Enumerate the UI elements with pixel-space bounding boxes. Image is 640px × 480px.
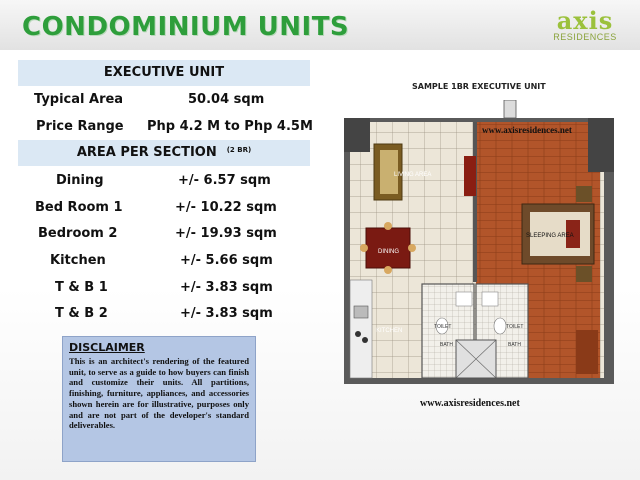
- price-range-label: Price Range: [36, 119, 124, 134]
- section-value-tb-1: +/- 3.83 sqm: [180, 280, 273, 295]
- section-value-tb-2: +/- 3.83 sqm: [180, 306, 273, 321]
- column-right: [588, 118, 614, 172]
- chair-icon: [384, 266, 392, 274]
- area-per-section-heading: [18, 140, 310, 166]
- label-sleeping-area: SLEEPING AREA: [526, 233, 574, 239]
- section-value-bedroom-1: +/- 10.22 sqm: [175, 200, 277, 215]
- balcony-door: [504, 100, 516, 118]
- lavatory-icon: [456, 292, 472, 306]
- price-range-value: Php 4.2 M to Php 4.5M: [147, 119, 313, 134]
- dining-table-icon: [366, 228, 410, 268]
- label-toilet-1: TOILET: [434, 324, 452, 330]
- nightstand-icon: [576, 266, 592, 282]
- section-value-dining: +/- 6.57 sqm: [178, 173, 271, 188]
- logo-mark: axis: [556, 6, 614, 35]
- floor-plan: [344, 100, 614, 384]
- kitchen-counter: [350, 280, 372, 378]
- axis-residences-logo: [553, 6, 617, 42]
- section-value-kitchen: +/- 5.66 sqm: [180, 253, 273, 268]
- section-label-tb-2: T & B 2: [55, 306, 108, 321]
- section-label-tb-1: T & B 1: [55, 280, 108, 295]
- chair-icon: [360, 244, 368, 252]
- tv-cabinet-icon: [464, 156, 476, 196]
- toilet-icon: [494, 318, 506, 334]
- typical-area-label: Typical Area: [34, 92, 124, 107]
- executive-unit-heading: EXECUTIVE UNIT: [18, 60, 310, 86]
- sink-icon: [354, 306, 368, 318]
- label-bath-1: BATH: [440, 342, 453, 348]
- disclaimer-box: [62, 336, 256, 462]
- chair-icon: [408, 244, 416, 252]
- label-living-area: LIVING AREA: [394, 172, 432, 178]
- logo-subtitle: RESIDENCES: [553, 32, 617, 42]
- page-title: CONDOMINIUM UNITS: [22, 12, 350, 42]
- floor-plan-caption: SAMPLE 1BR EXECUTIVE UNIT: [412, 82, 546, 91]
- plan-watermark-url: www.axisresidences.net: [482, 125, 572, 135]
- lavatory-icon: [482, 292, 498, 306]
- area-per-section-note: (2 BR): [226, 146, 252, 154]
- label-toilet-2: TOILET: [506, 324, 524, 330]
- typical-area-value: 50.04 sqm: [188, 92, 265, 107]
- section-label-dining: Dining: [56, 173, 104, 188]
- label-dining: DINING: [378, 249, 399, 255]
- column-left: [344, 118, 370, 152]
- section-label-bedroom-1: Bed Room 1: [35, 200, 123, 215]
- section-value-bedroom-2: +/- 19.93 sqm: [175, 226, 277, 241]
- chair-icon: [384, 222, 392, 230]
- area-per-section-title: AREA PER SECTION: [76, 145, 217, 160]
- section-label-kitchen: Kitchen: [50, 253, 106, 268]
- wardrobe-icon: [576, 330, 598, 374]
- nightstand-icon: [576, 186, 592, 202]
- stove-burner-icon: [362, 337, 368, 343]
- website-url: www.axisresidences.net: [420, 398, 520, 409]
- label-bath-2: BATH: [508, 342, 521, 348]
- disclaimer-text: This is an architect's rendering of the featured unit, to serve as a guide to how buyers can finish and customize their units. All partitions, finishing, furniture, appliances, and accessories shown herein are for illustrative, purposes only and are not part of the developer's standard deliverables.: [69, 356, 249, 431]
- stove-burner-icon: [355, 331, 361, 337]
- section-label-bedroom-2: Bedroom 2: [38, 226, 118, 241]
- label-kitchen: KITCHEN: [376, 328, 403, 334]
- partition-wall: [473, 122, 477, 282]
- disclaimer-title: DISCLAIMER: [69, 341, 145, 354]
